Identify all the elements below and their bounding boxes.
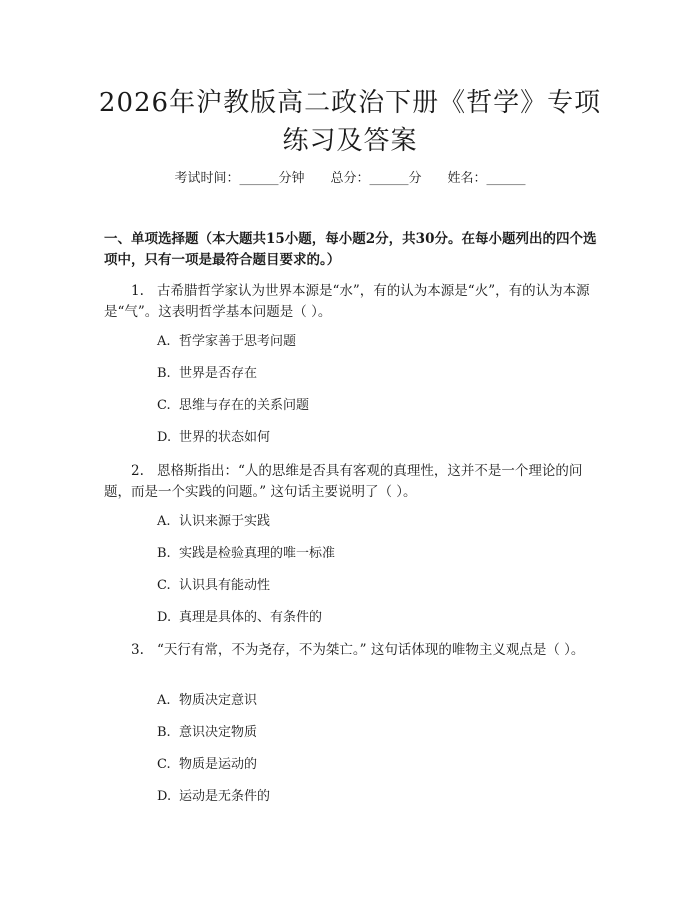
option-text: 认识具有能动性 xyxy=(179,578,271,593)
option-text: 世界的状态如何 xyxy=(179,430,271,445)
question-3-option-d xyxy=(157,788,587,806)
question-3-option-c xyxy=(157,756,587,774)
option-text: 运动是无条件的 xyxy=(179,789,271,804)
option-text: 真理是具体的、有条件的 xyxy=(179,610,323,625)
question-text: 古希腊哲学家认为世界本源是“水”，有的认为本源是“火”，有的认为本源是“气”。这表明哲学基本问题是（ ）。 xyxy=(104,283,590,320)
question-number: 2. xyxy=(131,463,144,479)
question-text: 恩格斯指出：“人的思维是否具有客观的真理性，这并不是一个理论的问题，而是一个实践的问题。” 这句话主要说明了（ ）。 xyxy=(104,463,583,500)
question-number: 3. xyxy=(131,642,144,658)
question-2-option-c xyxy=(157,577,587,595)
question-1 xyxy=(104,281,602,323)
option-letter: D. xyxy=(157,610,172,625)
option-letter: C. xyxy=(157,578,171,593)
question-3 xyxy=(104,640,602,661)
question-number: 1. xyxy=(131,283,144,299)
option-text: 世界是否存在 xyxy=(179,366,258,381)
option-letter: A. xyxy=(157,514,171,529)
option-text: 思维与存在的关系问题 xyxy=(179,398,310,413)
question-2 xyxy=(104,461,602,503)
exam-meta-line xyxy=(0,170,700,188)
option-letter: B. xyxy=(157,725,171,740)
option-text: 认识来源于实践 xyxy=(179,514,271,529)
question-1-option-c xyxy=(157,397,587,415)
option-letter: B. xyxy=(157,366,171,381)
option-text: 实践是检验真理的唯一标准 xyxy=(179,546,336,561)
option-letter: A. xyxy=(157,693,171,708)
option-text: 物质是运动的 xyxy=(179,757,258,772)
question-1-option-b xyxy=(157,365,587,383)
option-letter: B. xyxy=(157,546,171,561)
question-3-option-b xyxy=(157,724,587,742)
question-1-option-d xyxy=(157,429,587,447)
option-text: 哲学家善于思考问题 xyxy=(179,334,297,349)
question-2-option-d xyxy=(157,609,587,627)
question-text: “天行有常，不为尧存，不为桀亡。” 这句话体现的唯物主义观点是（ ）。 xyxy=(157,642,585,658)
student-name-field: 姓名：______ xyxy=(447,171,526,186)
question-2-option-a xyxy=(157,513,587,531)
section-header: 一、单项选择题（本大题共15小题，每小题2分，共30分。在每小题列出的四个选项中，只有一项是最符合题目要求的。） xyxy=(104,231,597,268)
option-letter: A. xyxy=(157,334,171,349)
question-1-option-a xyxy=(157,333,587,351)
option-letter: C. xyxy=(157,757,171,772)
option-letter: C. xyxy=(157,398,171,413)
exam-time-field: 考试时间：______分钟 xyxy=(174,171,305,186)
option-letter: D. xyxy=(157,430,172,445)
option-text: 意识决定物质 xyxy=(179,725,258,740)
option-letter: D. xyxy=(157,789,172,804)
question-3-option-a xyxy=(157,692,587,710)
question-2-option-b xyxy=(157,545,587,563)
total-score-field: 总分：______分 xyxy=(330,171,422,186)
document-title: 2026年沪教版高二政治下册《哲学》专项练习及答案 xyxy=(98,88,602,156)
option-text: 物质决定意识 xyxy=(179,693,258,708)
